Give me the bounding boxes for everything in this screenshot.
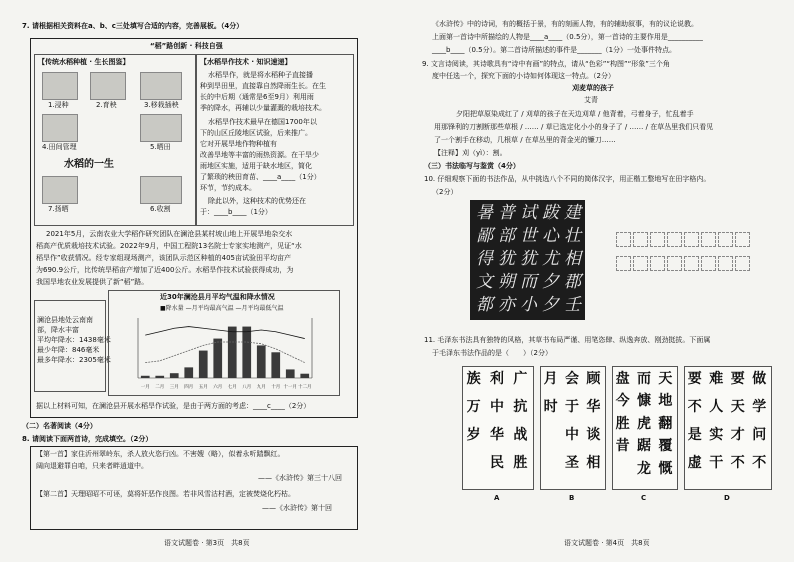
x-tick-3: 三月 [169,385,179,390]
step-7-image [42,176,78,204]
tianzige-cell[interactable] [684,232,699,247]
work-c-char: 覆 [658,438,673,455]
tianzige-cell[interactable] [718,232,733,247]
tianzige-cell[interactable] [718,256,733,271]
tianzige-cell[interactable] [684,256,699,271]
tech-line-2: 种到旱田里，直接靠自然降雨生长。在生 [200,82,326,90]
traditional-title: 【传统水稻种植 · 生长图鉴】 [38,58,130,66]
tech-line-3: 长的中后期（通常是6至9月）利用雨 [200,93,314,101]
precip-bar-8 [242,327,251,378]
precip-bar-5 [199,351,208,378]
tech-line-1: 水稻旱作，就是将水稻种子直接播 [208,71,313,79]
right-line-1: 《水浒传》中的诗词，有的概括于景，有的刻画人物，有的辅助叙事，有的议论说教。 [432,20,698,28]
tech-line-11: 环节，节约成本。 [200,184,256,192]
rubbing-char: 普 [498,203,515,223]
step-7-label: 7.扬晒 [48,205,69,213]
label-a: A [494,494,500,502]
rubbing-char: 朔 [498,272,515,292]
work-a-char: 民 [490,455,504,471]
work-b-char: 月 [543,371,558,387]
tianzige-cell[interactable] [650,256,665,271]
work-a-char: 万 [466,399,481,415]
precip-bar-10 [271,352,280,378]
tech-line-9: 雨地区实施，适用于缺水地区，简化 [200,162,312,170]
poem2-line: 【第二首】天理昭昭不可诬，莫将奸恶作良图。若非风雪沽村酒，定被焚烧化朽枯。 [36,490,295,498]
tianzige-cell[interactable] [667,256,682,271]
q9-title-2: 度中任选一个，探究下面的小诗如何体现这一特点。（2分） [432,72,615,80]
precip-bar-7 [228,327,237,378]
rubbing-char: 尤 [542,249,559,269]
work-c-char: 慨 [658,460,673,477]
rubbing-char: 夕 [542,295,559,315]
work-d-char: 虚 [687,455,702,471]
work-d-char: 不 [752,455,767,471]
poem1-line-1: 【第一首】家住沂州翠岭东，杀人放火恣行凶。不害嫂（略），似着永听踏飘红。 [36,450,285,458]
rubbing-char: 文 [476,272,493,292]
rubbing-char: 心 [542,226,559,246]
work-c-char: 龙 [637,460,651,477]
work-c-char: 而 [637,371,651,387]
rubbing-char: 试 [520,203,537,223]
max-temp-line [145,327,305,339]
tech-line-10: 了繁琐的秧田育苗、____a____（1分） [200,173,321,181]
x-tick-5: 五月 [198,385,208,390]
step-3-label: 3.移栽插秧 [144,101,179,109]
work-a-char: 中 [490,399,504,415]
tech-line-12: 除此以外，这种技术的优势还在 [208,197,306,205]
rubbing-char: 亦 [498,295,515,315]
poem1-source: ——《水浒传》第三十八回 [258,474,342,482]
precip-bar-12 [300,374,309,378]
poem-author: 艾青 [584,96,598,104]
tianzige-cell[interactable] [616,256,631,271]
step-6-image [140,176,182,204]
work-c-char: 翻 [658,415,673,432]
work-a-char: 华 [490,427,504,443]
tianzige-cell[interactable] [735,256,750,271]
work-d-char: 不 [730,455,745,471]
step-3-image [140,72,182,100]
side-line-3: 平均年降水：1438毫米 [37,336,111,344]
work-d-char: 干 [709,455,724,471]
work-d-char: 要 [730,371,745,387]
x-tick-6: 六月 [213,385,223,390]
q7-answer-line: 据以上材料可知，在澜沧县开展水稻旱作试验，是由于两方面的考虑：____c____（2分） [36,402,311,410]
right-line-2: 上面第一首诗中所描绘的人物是____a____（0.5分），第一首诗的主要作用是__________ [432,33,703,41]
poem1-line-2: 阔向退避罪自咱，只来者畔逍道中。 [36,462,148,470]
tech-line-13: 于：____b____（1分） [200,208,272,216]
precip-bar-4 [184,367,193,378]
work-a-char: 胜 [513,455,528,471]
board-title: “稻”路创新 · 科技自强 [150,42,223,50]
work-c-char: 昔 [615,438,630,455]
work-c-char: 胜 [615,415,630,432]
tianzige-grid[interactable] [616,232,760,276]
precip-bar-11 [286,369,295,378]
work-d-char: 是 [687,427,702,443]
precip-bar-3 [170,373,179,378]
poem2-source: ——《水浒传》第十回 [262,504,332,512]
step-6-label: 6.收割 [150,205,171,213]
poem-line-2: 用那锋利的刀割断那些草根 / …… / 草已选定化小小的身子了 / …… / 在草丛里我们只看见 [434,123,714,131]
work-b-char: 时 [543,399,558,415]
rubbing-char: 小 [520,295,537,315]
work-c-char: 天 [658,371,673,387]
section-2-title: （二）名著阅读（4分） [22,422,97,430]
precip-bar-1 [141,376,150,378]
poem-note: 【注释】刈（yì）：割。 [434,149,507,157]
work-c-char: 虎 [637,415,651,432]
x-tick-4: 四月 [184,385,194,390]
work-d-char: 天 [730,399,745,415]
tech-title: 【水稻旱作技术 · 知识速递】 [200,58,292,66]
chart-title: 近30年澜沧县月平均气温和降水情况 [160,293,275,301]
q9-title: 9. 文言诗阅读，其诗歌具有“诗中有画”的特点，请从“色彩”“构图”“形象”三个角 [422,60,670,68]
footer-left: 语文试题卷 · 第3页 共8页 [164,539,250,547]
rubbing-char: 犹 [520,249,537,269]
precip-bar-6 [213,339,222,378]
min-temp-line [145,342,305,363]
poem-line-3: 了一个割手在移动，几根草 / 在草丛里的背金光的镰刀…… [434,136,616,144]
tech-line-4: 季的降水，再辅以少量灌溉的栽培技术。 [200,104,326,112]
side-line-4: 最少年降：846毫米 [37,346,100,354]
step-4-image [42,114,78,142]
poem-line-1: 夕阳把草原染成红了 / 刈草的孩子在天边刈草 / 他背着，弓着身子，忙乱着手 [456,110,694,118]
poem-title: 刈麦草的孩子 [572,84,614,92]
work-d-char: 实 [709,427,724,443]
step-5-label: 5.晒田 [150,143,171,151]
x-tick-11: 十一月 [283,385,297,390]
work-c-char: 今 [615,393,630,410]
right-line-3: ____b____（0.5分）。第二首诗所描述的事件是_______（1分）一处事件特点。 [432,46,677,54]
rubbing-char: 都 [476,295,493,315]
work-a-char: 族 [466,371,481,387]
work-d-char: 学 [752,399,767,415]
work-d-char: 不 [687,399,702,415]
tech-line-7: 它对开展旱地作物种植有 [200,140,277,148]
work-a-char: 广 [513,371,528,387]
side-line-5: 最多年降水：2305毫米 [37,356,111,364]
tech-line-5: 水稻旱作技术最早在德国1700年以 [208,118,317,126]
work-a-char: 岁 [466,427,481,443]
tianzige-cell[interactable] [735,232,750,247]
tech-line-8: 改善旱地等丰富的雨热资源。在干旱少 [200,151,319,159]
step-5-image [140,114,182,142]
work-d-char: 人 [709,399,724,415]
side-line-1: 澜沧县地处云南南 [37,316,93,324]
rubbing-char: 暑 [476,203,493,223]
work-b-char: 谈 [586,427,601,443]
work-a-char: 战 [513,427,528,443]
work-b-char: 于 [565,399,579,415]
tianzige-cell[interactable] [650,232,665,247]
work-d-char: 要 [687,371,702,387]
work-c-char: 盘 [615,371,630,387]
work-d-char: 问 [752,427,767,443]
work-c-char: 慷 [637,393,651,410]
label-d: D [724,494,730,502]
rubbing-char: 夕 [542,272,559,292]
step-1-label: 1.浸种 [48,101,69,109]
work-b-char: 顾 [586,371,601,387]
rubbing-char: 相 [564,249,581,269]
work-b-char: 华 [586,399,601,415]
q11-title: 11. 毛泽东书法具有独特的风格，其草书布局严谨、用笔恣肆、纵逸奔放、刚劲挺拔。下面属 [424,336,711,344]
news-line-5: 我国旱地农业发展提供了新“稻”路。 [36,278,149,286]
step-2-image [90,72,126,100]
x-tick-1: 一月 [140,385,150,390]
rubbing-char: 鄙 [476,226,493,246]
section-3-title: （三）书法临写与鉴赏（4分） [424,162,520,170]
tianzige-cell[interactable] [667,232,682,247]
rubbing-char: 壮 [564,226,581,246]
tianzige-cell[interactable] [633,256,648,271]
rubbing-char: 而 [520,272,537,292]
news-line-1: 2021年5月，云南农业大学稻作研究团队在澜沧县某村坡山地上开展旱地杂交水 [46,230,293,238]
work-d-char: 做 [752,371,767,387]
work-b-char: 会 [565,371,579,387]
x-tick-9: 九月 [256,385,266,390]
work-c-char: 地 [658,393,673,410]
rubbing-char: 郡 [564,272,581,292]
news-line-3: 稻旱作”收获情况。经专家组现场测产，该团队示范区种植的405亩试验田平均亩产 [36,254,291,262]
news-line-2: 稻高产优质栽培技术试验。2022年9月，中国工程院13名院士专家实地测产，见证“水 [36,242,302,250]
lifecycle-label: 水稻的一生 [64,159,114,170]
q8-title: 8. 请阅读下面两首诗，完成填空。（2分） [22,435,153,443]
tianzige-cell[interactable] [616,232,631,247]
step-1-image [42,72,78,100]
x-tick-10: 十月 [271,385,281,390]
x-tick-12: 十二月 [298,385,312,390]
tianzige-cell[interactable] [701,256,716,271]
q7-title: 7. 请根据相关资料在a、b、c三处填写合适的内容，完善展板。（4分） [22,22,244,30]
rubbing-char: 跋 [542,203,559,223]
q11-title-2: 于毛泽东书法作品的是（ ）（2分） [432,349,552,357]
rubbing-char: 部 [498,226,515,246]
rubbing-char: 建 [564,203,581,223]
chart-plot [120,314,330,390]
tech-line-6: 下的山区丘陵地区试验，后来推广。 [200,129,312,137]
work-b-char: 圣 [565,455,579,471]
x-tick-8: 八月 [242,385,252,390]
rubbing-char: 世 [520,226,537,246]
q10-title: 10. 仔细观察下面的书法作品，从中挑选八个不同的简体汉字，用正楷工整地写在田字格内。 [424,175,711,183]
work-d-char: 难 [709,371,724,387]
x-tick-7: 七月 [227,385,237,390]
label-b: B [569,494,575,502]
rubbing-char: 壬 [564,295,581,315]
work-a-char: 利 [490,371,504,387]
precip-bar-2 [155,376,164,378]
rubbing-char: 得 [476,249,493,269]
q10-title-2: （2分） [432,188,458,196]
step-4-label: 4.田间管理 [42,143,77,151]
work-a-char: 抗 [513,399,528,415]
news-line-4: 为690.9公斤，比传统旱稻亩产增加了近400公斤。水稻旱作技术试验获得成功，为 [36,266,294,274]
footer-right: 语文试题卷 · 第4页 共8页 [564,539,650,547]
chart-legend: ■降水量 —月平均最高气温 —月平均最低气温 [160,305,284,312]
label-c: C [641,494,647,502]
rubbing-char: 犹 [498,249,515,269]
step-2-label: 2.育秧 [96,101,117,109]
work-b-char: 中 [565,427,579,443]
work-b-char: 相 [586,455,601,471]
precip-bar-9 [257,345,266,378]
work-d-char: 才 [730,427,745,443]
calligraphy-characters [470,200,585,320]
work-c-char: 踞 [637,438,651,455]
side-line-2: 部，降水丰富 [37,326,79,334]
tianzige-cell[interactable] [701,232,716,247]
x-tick-2: 二月 [155,385,165,390]
tianzige-cell[interactable] [633,232,648,247]
